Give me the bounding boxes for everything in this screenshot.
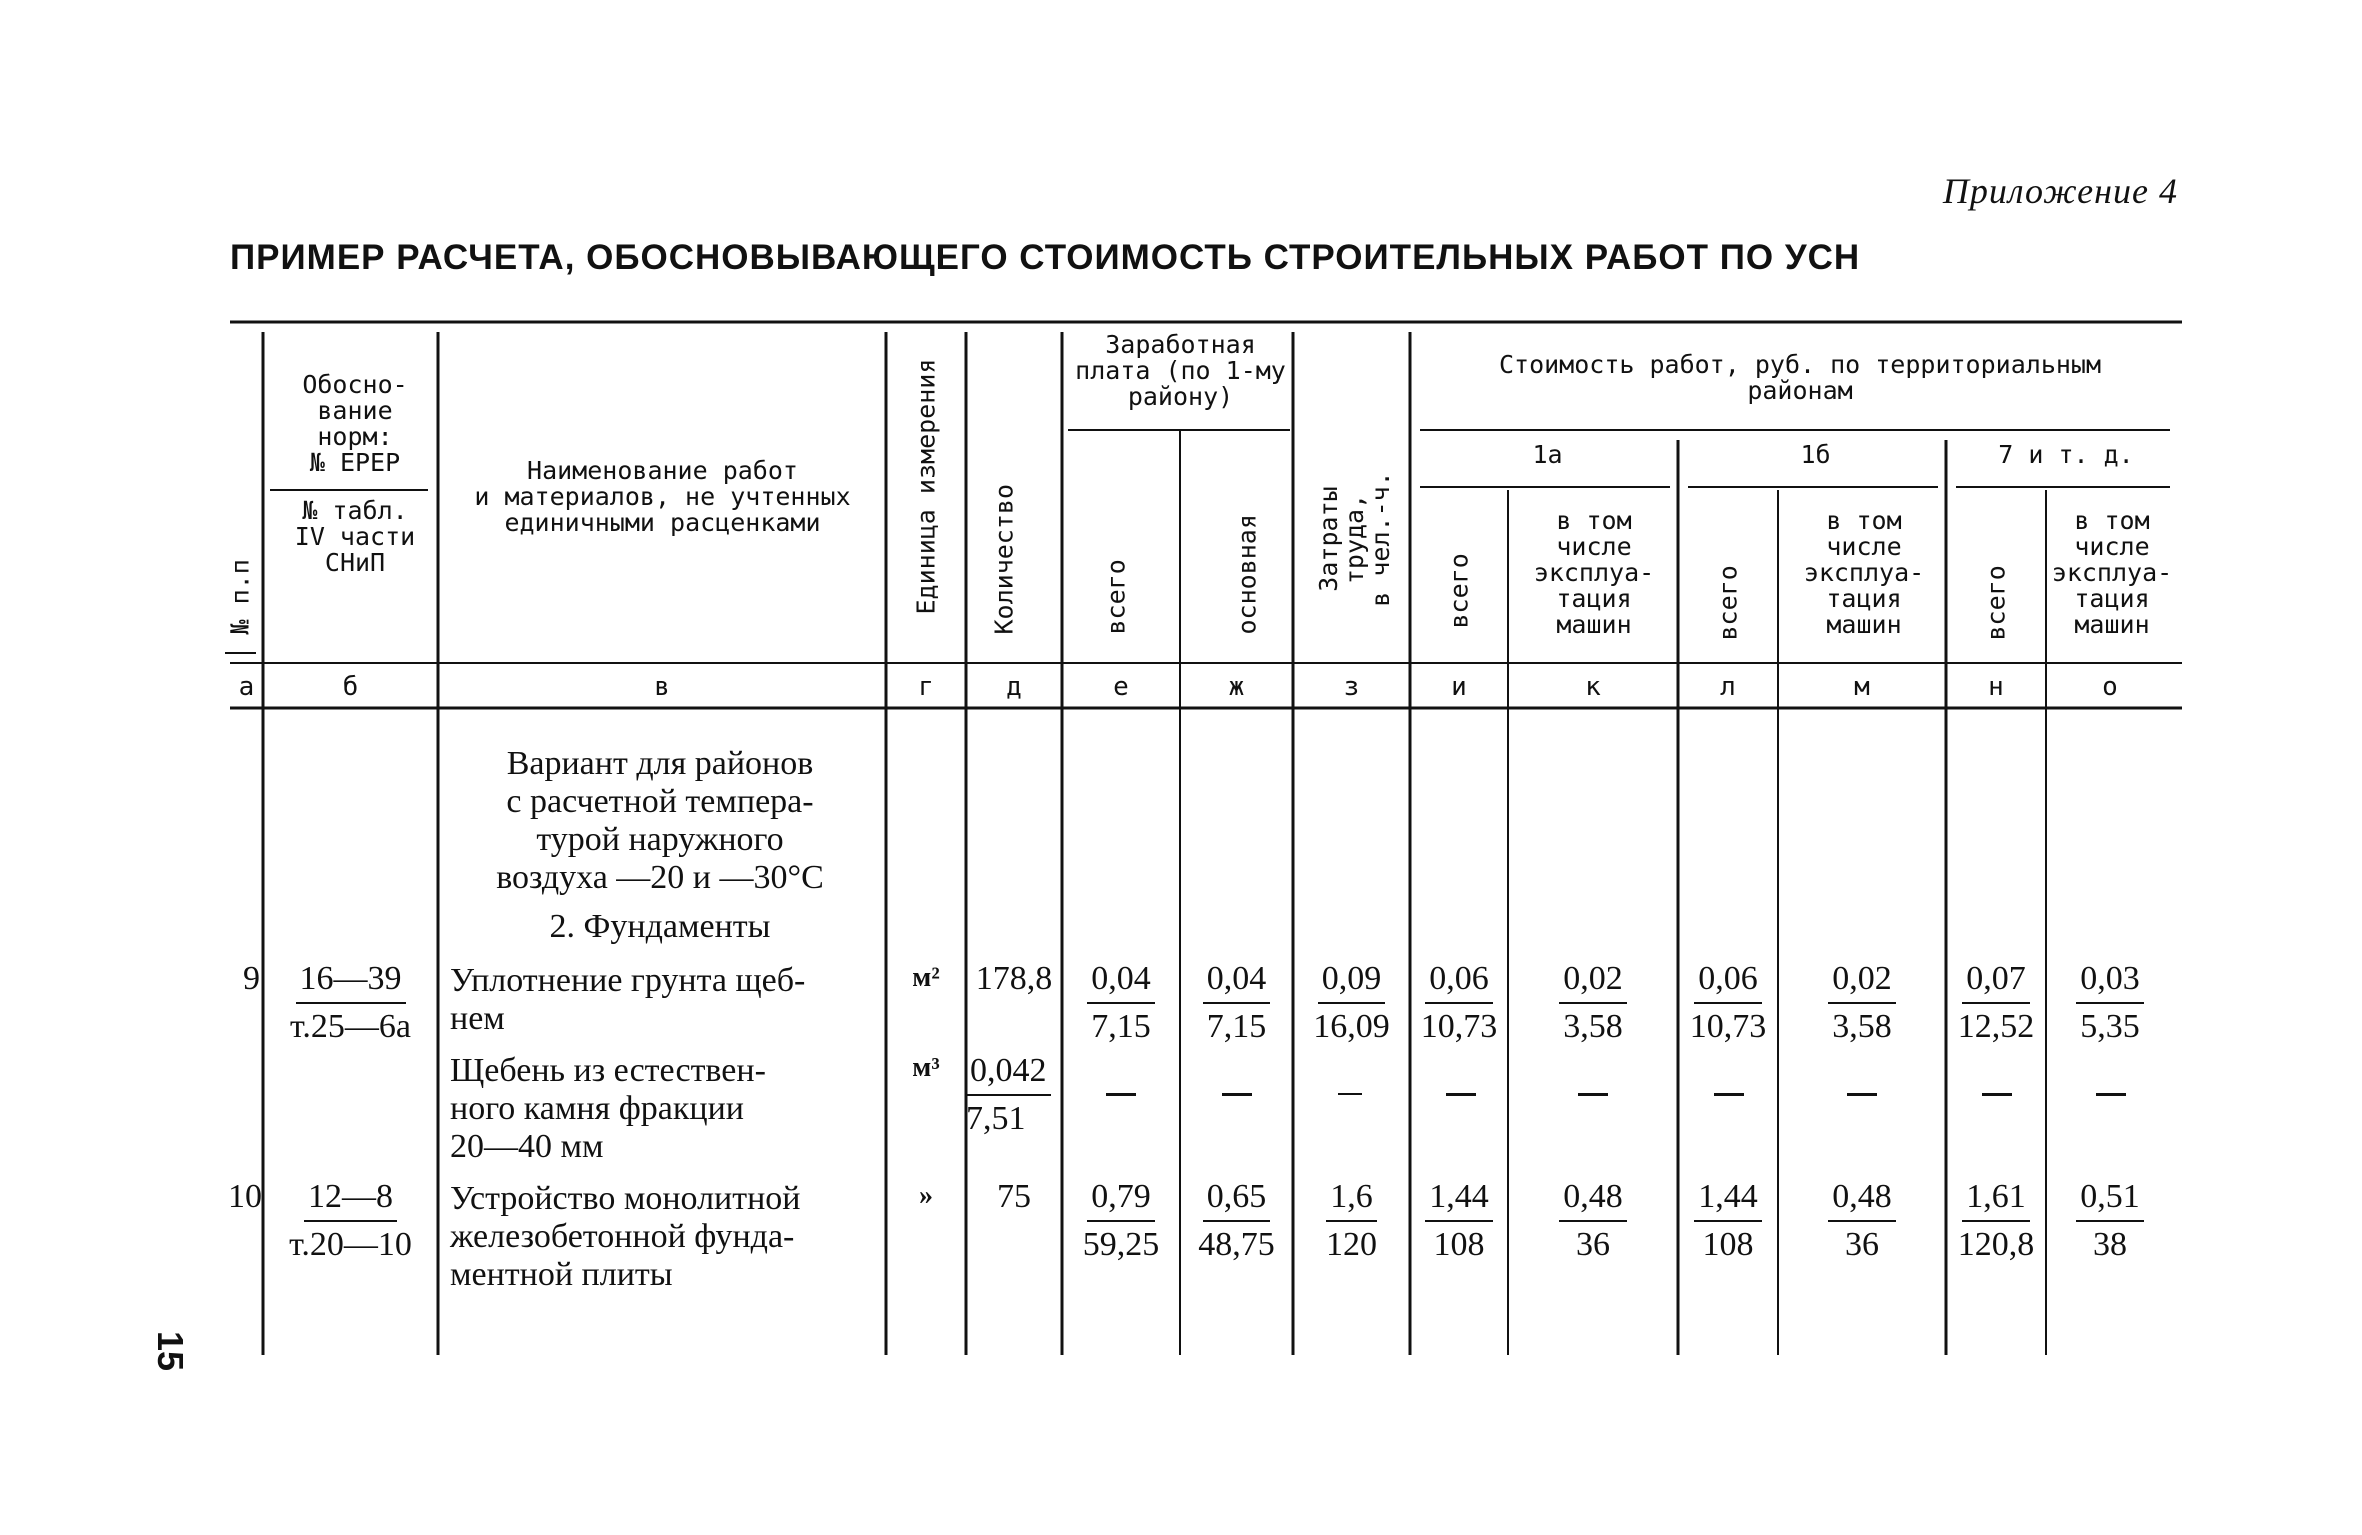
row10-1b-total-unit: 1,44 (1694, 1174, 1762, 1222)
row10-unit: » (919, 1180, 933, 1211)
row9-1a-machines-unit: 0,02 (1559, 956, 1627, 1004)
page-number: 15 (150, 1330, 192, 1372)
header-qty: Количество (989, 483, 1019, 635)
gravel-name: Щебень из естествен- ного камня фракции 20—40 мм (450, 1052, 766, 1165)
row10-1b-machines-unit: 0,48 (1828, 1174, 1896, 1222)
letter-i: и (1451, 672, 1467, 702)
row10-1b-machines (1778, 1174, 1946, 1268)
row9-wage-total (1062, 956, 1180, 1050)
header-region-7: 7 и т. д. (1998, 440, 2134, 469)
row9-7-total-unit: 0,07 (1962, 956, 2030, 1004)
gravel-dash-m (1847, 1093, 1877, 1096)
header-labor: Затраты труда, в чел.-ч. (1314, 471, 1395, 607)
header-wage-total: всего (1101, 559, 1131, 635)
gravel-qty-bottom: 7,51 (966, 1100, 1026, 1137)
header-total-7: всего (1981, 565, 2011, 641)
gravel-unit: м³ (912, 1052, 940, 1083)
row10-7-machines-sum: 38 (2093, 1226, 2127, 1263)
header-incl-1a: в том числе эксплуа- тация машин (1533, 506, 1655, 639)
header-wage-main: основная (1232, 514, 1262, 635)
row9-wage-total-sum: 7,15 (1091, 1008, 1151, 1045)
row9-qty: 178,8 (975, 960, 1053, 997)
row10-1b-machines-sum: 36 (1845, 1226, 1879, 1263)
header-region-1a: 1а (1532, 440, 1563, 469)
row9-7-machines-unit: 0,03 (2076, 956, 2144, 1004)
page-title: ПРИМЕР РАСЧЕТА, ОБОСНОВЫВАЮЩЕГО СТОИМОСТЬ СТРОИТЕЛЬНЫХ РАБОТ ПО УСН (230, 238, 1861, 277)
row9-basis-top: 16—39 (296, 956, 406, 1004)
row9-name: Уплотнение грунта щеб- нем (450, 962, 806, 1037)
row9-wage-main-sum: 7,15 (1206, 1008, 1267, 1045)
row9-basis-bottom: т.25—6а (290, 1008, 411, 1045)
row10-wage-total-unit: 0,79 (1087, 1174, 1155, 1222)
row9-1b-machines-unit: 0,02 (1828, 956, 1896, 1004)
appendix-label: Приложение 4 (1942, 171, 2178, 211)
header-incl-1b: в том числе эксплуа- тация машин (1803, 506, 1925, 639)
row10-wage-total-sum: 59,25 (1082, 1226, 1160, 1263)
row9-7-machines-sum: 5,35 (2080, 1008, 2140, 1045)
row10-wage-total (1062, 1174, 1180, 1268)
row10-1b-total-sum: 108 (1702, 1226, 1754, 1263)
gravel-dash-i (1446, 1093, 1476, 1096)
row9-1b-machines-sum: 3,58 (1832, 1008, 1892, 1045)
letter-m: м (1854, 672, 1870, 702)
header-cost: Стоимость работ, руб. по территориальным районам (1498, 350, 2102, 405)
letter-z: з (1343, 672, 1360, 702)
header-total-1a: всего (1444, 553, 1474, 629)
section-variant: Вариант для районов с расчетной темпера- турой наружного воздуха —20 и —30°С (496, 745, 824, 896)
letter-v: в (654, 672, 670, 702)
row9-wage-total-unit: 0,04 (1087, 956, 1155, 1004)
row10-1a-total-unit: 1,44 (1425, 1174, 1493, 1222)
row9-unit: м² (912, 962, 940, 993)
row10-wage-main-sum: 48,75 (1198, 1226, 1275, 1263)
row9-1a-total (1410, 956, 1508, 1050)
row10-1b-total (1678, 1174, 1778, 1268)
letter-zh: ж (1228, 672, 1245, 702)
letter-b: б (342, 672, 359, 702)
header-unit: Единица измерения (911, 358, 941, 615)
letter-g: г (918, 672, 934, 702)
row10-labor (1293, 1174, 1410, 1268)
row10-qty: 75 (997, 1178, 1031, 1215)
row9-1b-machines (1778, 956, 1946, 1050)
row9-1b-total-unit: 0,06 (1694, 956, 1762, 1004)
row10-name: Устройство монолитной железобетонной фунда- ментной плиты (450, 1180, 801, 1293)
header-region-1b: 1б (1800, 440, 1831, 469)
row10-7-machines (2046, 1174, 2174, 1268)
row10-basis-top: 12—8 (304, 1174, 397, 1222)
row10-wage-main (1180, 1174, 1293, 1268)
header-total-1b: всего (1713, 565, 1743, 641)
row9-labor-unit: 0,09 (1318, 956, 1386, 1004)
gravel-dash-n (1982, 1093, 2012, 1096)
row9-basis (263, 956, 438, 1050)
letter-n: н (1988, 672, 2004, 702)
header-wage: Заработная плата (по 1-му району) (1075, 330, 1286, 411)
row9-wage-main (1180, 956, 1293, 1050)
row10-7-machines-unit: 0,51 (2076, 1174, 2144, 1222)
row9-1a-machines (1508, 956, 1678, 1050)
gravel-dash-o (2096, 1093, 2126, 1096)
row10-num: 10 (228, 1178, 262, 1215)
header-name: Наименование работ и материалов, не учтенных единичными расценками (474, 456, 851, 537)
header-basis-bottom: № табл. IV части СНиП (294, 496, 416, 577)
letter-e: е (1113, 672, 1129, 702)
section-heading: 2. Фундаменты (549, 908, 771, 945)
letter-o: о (2102, 672, 2118, 702)
row9-1b-total-sum: 10,73 (1689, 1008, 1767, 1045)
header-num: № п.п (225, 559, 255, 635)
row9-1b-total (1678, 956, 1778, 1050)
row9-1a-total-unit: 0,06 (1425, 956, 1493, 1004)
row10-1a-total-sum: 108 (1433, 1226, 1485, 1263)
row10-labor-unit: 1,6 (1326, 1174, 1377, 1222)
row10-basis (263, 1174, 438, 1268)
header-incl-7: в том числе эксплуа- тация машин (2051, 506, 2173, 639)
header-basis-top: Обосно- вание норм: № ЕРЕР (302, 370, 408, 477)
row9-1a-machines-sum: 3,58 (1563, 1008, 1623, 1045)
row10-7-total-unit: 1,61 (1962, 1174, 2030, 1222)
row10-7-total-sum: 120,8 (1957, 1226, 2035, 1263)
row9-7-total-sum: 12,52 (1957, 1008, 2035, 1045)
gravel-dash-e (1106, 1093, 1136, 1096)
letter-d: д (1006, 672, 1022, 702)
row9-wage-main-unit: 0,04 (1203, 956, 1271, 1004)
letter-l: л (1720, 672, 1736, 702)
row9-labor (1293, 956, 1410, 1050)
gravel-qty-top: 0,042 (966, 1048, 1051, 1096)
letter-a: а (238, 672, 255, 702)
gravel-qty (966, 1048, 1062, 1142)
gravel-dash-l (1714, 1093, 1744, 1096)
gravel-dash-zh (1222, 1093, 1252, 1096)
gravel-dash-z (1338, 1093, 1362, 1095)
row9-num: 9 (243, 960, 260, 997)
row9-7-machines (2046, 956, 2174, 1050)
row9-labor-sum: 16,09 (1313, 1008, 1390, 1045)
gravel-dash-k (1578, 1093, 1608, 1096)
row10-basis-bottom: т.20—10 (289, 1226, 412, 1263)
row10-1a-machines-unit: 0,48 (1559, 1174, 1627, 1222)
row10-1a-machines (1508, 1174, 1678, 1268)
row9-1a-total-sum: 10,73 (1420, 1008, 1498, 1045)
letter-k: к (1585, 672, 1601, 702)
row10-labor-sum: 120 (1326, 1226, 1377, 1263)
row10-1a-total (1410, 1174, 1508, 1268)
row10-wage-main-unit: 0,65 (1203, 1174, 1271, 1222)
row9-7-total (1946, 956, 2046, 1050)
row10-1a-machines-sum: 36 (1576, 1226, 1610, 1263)
row10-7-total (1946, 1174, 2046, 1268)
